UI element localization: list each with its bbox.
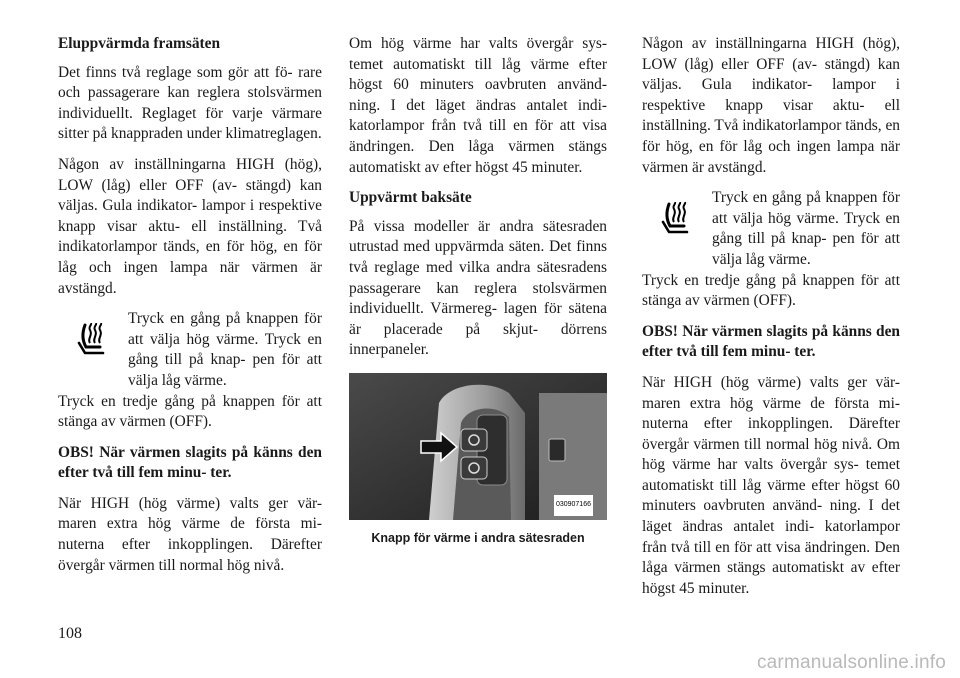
column-2	[349, 34, 607, 549]
instruction-with-icon	[642, 188, 900, 270]
note: OBS! När värmen slagits på känns den efter två till fem minu- ter.	[58, 443, 322, 482]
page-number: 108	[58, 625, 82, 642]
heated-rear-seat-heading: Uppvärmt baksäte	[349, 189, 472, 207]
seat-heater-icon	[642, 188, 712, 270]
column-1	[58, 34, 322, 586]
paragraph: När HIGH (hög värme) valts ger vär- maren extra hög värme de första mi- nuterna efter inkopplingen. Därefter övergår värmen till normal hög nivå. Om hög värme har valts övergår sys- temet automatiskt till låg värme efter högst 60 minuters oavbruten använd- ning. I det läget ändras antalet indi- katorlampor från två till en för att visa ändringen. Den låga värmen stängs automatiskt av efter högst 45 minuter.	[642, 373, 900, 597]
photo-caption: Knapp för värme i andra sätesraden	[371, 530, 585, 545]
note: OBS! När värmen slagits på känns den efter två till fem minu- ter.	[642, 322, 900, 361]
paragraph: Tryck en tredje gång på knappen för att stänga av värmen (OFF).	[642, 271, 900, 310]
icon-instruction-text: Tryck en gång på knappen för att välja hög värme. Tryck en gång till på knap- pen för att välja låg värme.	[712, 189, 900, 268]
icon-instruction-text: Tryck en gång på knappen för att välja hög värme. Tryck en gång till på knap- pen för att välja låg värme.	[128, 310, 322, 389]
paragraph: Om hög värme har valts övergår sys- temet automatiskt till låg värme efter högst 60 minuters oavbruten använd- ning. I det läget ändras antalet indi- katorlampor från två till en för att visa ändringen. Den låga värmen stängs automatiskt av efter högst 45 minuter.	[349, 35, 607, 176]
heated-front-seats-heading: Eluppvärmda framsäten	[58, 35, 221, 52]
watermark: carmanualsonline.info	[756, 652, 946, 673]
rear-seat-heater-photo	[349, 373, 607, 520]
paragraph: Tryck en tredje gång på knappen för att stänga av värmen (OFF).	[58, 392, 322, 431]
paragraph: Det finns två reglage som gör att fö- rare och passagerare kan reglera stolsvärmen individuellt. Reglaget för varje värmare sitter på knappraden under klimatreglagen.	[58, 63, 322, 143]
photo-code: 030907166	[554, 495, 593, 516]
instruction-with-icon	[58, 309, 322, 391]
paragraph: Någon av inställningarna HIGH (hög), LOW (låg) eller OFF (av- stängd) kan väljas. Gula indikator- lampor i respektive knapp visar aktu- ell inställning. Två indikatorlampor tänds, en för hög, en för låg och ingen lampa när värmen är avstängd.	[58, 155, 322, 297]
paragraph: Någon av inställningarna HIGH (hög), LOW (låg) eller OFF (av- stängd) kan väljas. Gula indikator- lampor i respektive knapp visar aktu- ell inställning. Två indikatorlampor tänds, en för hög, en för låg och ingen lampa när värmen är avstängd.	[642, 35, 900, 176]
paragraph: När HIGH (hög värme) valts ger vär- maren extra hög värme de första mi- nuterna efter inkopplingen. Därefter övergår värmen till normal hög nivå.	[58, 494, 322, 574]
paragraph: På vissa modeller är andra sätesraden utrustad med uppvärmda säten. Det finns två reglage med vilka andra sätesradens passagerare kan reglera stolsvärmen individuellt. Värmereg- lagen för sätena är placerade på skjut- dörrens innerpaneler.	[349, 217, 607, 359]
seat-heater-icon	[58, 309, 128, 391]
column-3	[642, 34, 900, 609]
